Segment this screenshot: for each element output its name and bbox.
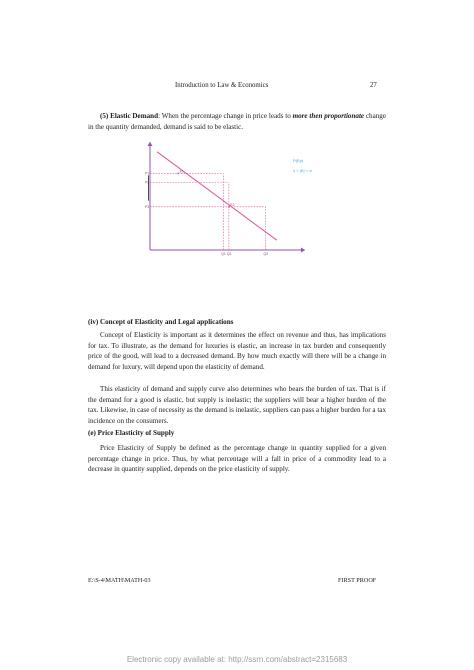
running-header-title: Introduction to Law & Economics — [175, 82, 269, 89]
equilibrium-point-label: E2 — [230, 202, 235, 207]
price-tick-label: P3 — [145, 205, 150, 209]
quantity-tick-label: Q2 — [226, 252, 232, 256]
y-axis-arrow — [148, 142, 153, 146]
supply-paragraph: Price Elasticity of Supply be defined as the percentage change in quantity supplied for a given percentage change in price. Thus, by what percentage will a fall in price of a commodity lead to a decrease in quantity supplied, depends on the price elasticity of supply. — [88, 444, 386, 474]
elastic-demand-chart — [135, 138, 320, 258]
price-tick-label: P1 — [145, 171, 150, 176]
concept-paragraph-2: This elasticity of demand and supply curve also determines who bears the burden of tax. That is if the demand for a good is elastic, but supply is inelastic; the suppliers will bear a higher burden of the tax. Likewise, in case of necessity as the demand is inelastic, suppliers can pass a higher burden for a tax incidence on the consumers. — [88, 385, 386, 425]
elastic-demand-text-1: : When the percentage change in price leads to — [158, 112, 293, 120]
price-tick-label: P2 — [145, 180, 150, 185]
ssrn-download-note: Electronic copy available at: http://ssrn.com/abstract=2315683 — [126, 655, 348, 664]
quantity-tick-label: Q1 — [221, 252, 226, 256]
elastic-demand-paragraph — [88, 111, 386, 132]
equilibrium-point-label: E1 — [179, 169, 184, 174]
elastic-demand-heading: (5) Elastic Demand — [100, 112, 159, 120]
quantity-tick-label: Q3 — [263, 252, 269, 256]
legend-entry: P(Ep) — [293, 158, 304, 163]
demand-curve — [157, 152, 277, 240]
elastic-demand-text-2: change in the quantity demanded, demand is said to be elastic. — [88, 112, 386, 131]
legend-entry: 1 < |E| < ∞ — [293, 168, 312, 173]
elastic-demand-emphasis: more then proportionate — [292, 112, 365, 120]
footer-file-code: E:\S-4\MATH\MATH-03 — [88, 577, 151, 584]
supply-heading: (e) Price Elasticity of Supply — [88, 429, 175, 437]
concept-heading: (iv) Concept of Elasticity and Legal applications — [88, 318, 234, 326]
x-axis-arrow — [301, 248, 305, 253]
concept-paragraph-1: Concept of Elasticity is important as it determines the effect on revenue and thus, has implications for tax. To illustrate, as the demand for luxuries is elastic, an increase in tax burden and consequently price of the good, will lead to a decreased demand. By how much exactly will there will be a change in demand for luxury, will depend upon the elasticity of demand. — [88, 331, 386, 371]
footer-proof-label: FIRST PROOF — [338, 577, 377, 584]
page-number: 27 — [370, 82, 377, 89]
